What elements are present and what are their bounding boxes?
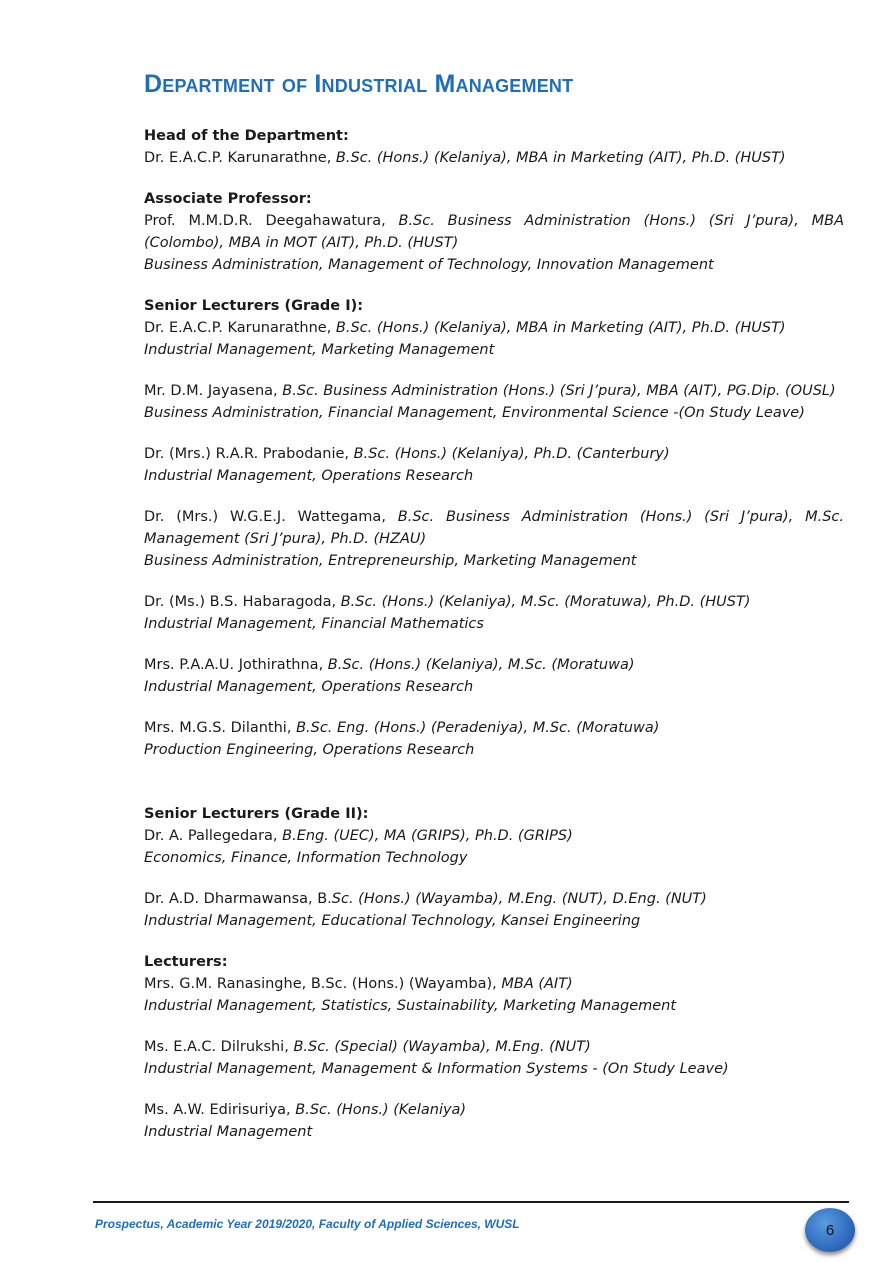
staff-name: Ms. A.W. Edirisuriya, xyxy=(144,1102,296,1118)
staff-entry xyxy=(144,888,844,932)
staff-name: Dr. E.A.C.P. Karunarathne, xyxy=(144,320,336,336)
staff-name: Dr. A. Pallegedara, xyxy=(144,828,283,844)
staff-name: Mrs. P.A.A.U. Jothirathna, xyxy=(144,657,328,673)
staff-entry xyxy=(144,973,844,1017)
footer-divider xyxy=(93,1201,849,1203)
staff-qualifications: MBA (AIT) xyxy=(501,976,573,992)
staff-research-areas: Industrial Management, Educational Technology, Kansei Engineering xyxy=(144,913,641,929)
staff-qualifications: B.Sc. (Hons.) (Kelaniya), M.Sc. (Moratuwa) xyxy=(327,657,635,673)
staff-research-areas: Industrial Management, Operations Research xyxy=(144,468,474,484)
staff-name: Dr. A.D. Dharmawansa, B. xyxy=(144,891,332,907)
staff-entry xyxy=(144,380,844,424)
page-title: Department of Industrial Management xyxy=(144,70,574,98)
staff-research-areas: Industrial Management xyxy=(144,1124,313,1140)
staff-entry xyxy=(144,210,844,276)
staff-entry xyxy=(144,1036,844,1080)
section-label-associate: Associate Professor: xyxy=(144,191,312,207)
staff-name: Mrs. M.G.S. Dilanthi, xyxy=(144,720,297,736)
staff-entry xyxy=(144,654,844,698)
staff-name: Mrs. G.M. Ranasinghe, B.Sc. (Hons.) (Wayamba), xyxy=(144,976,502,992)
staff-qualifications: B.Sc. Business Administration (Hons.) (Sri J’pura), MBA (AIT), PG.Dip. (OUSL) xyxy=(282,383,836,399)
staff-name: Dr. (Mrs.) W.G.E.J. Wattegama, xyxy=(144,509,398,525)
staff-entry xyxy=(144,147,844,169)
staff-qualifications: Sc. (Hons.) (Wayamba), M.Eng. (NUT), D.Eng. (NUT) xyxy=(331,891,707,907)
staff-listing xyxy=(144,125,844,1162)
lecturers-section xyxy=(144,951,844,1143)
staff-name: Mr. D.M. Jayasena, xyxy=(144,383,283,399)
staff-entry xyxy=(144,717,844,761)
staff-research-areas: Economics, Finance, Information Technology xyxy=(144,850,468,866)
staff-qualifications: B.Sc. (Hons.) (Kelaniya), M.Sc. (Moratuwa), Ph.D. (HUST) xyxy=(340,594,751,610)
staff-research-areas: Industrial Management, Statistics, Sustainability, Marketing Management xyxy=(144,998,677,1014)
section-label-head: Head of the Department: xyxy=(144,128,349,144)
staff-name: Dr. (Mrs.) R.A.R. Prabodanie, xyxy=(144,446,354,462)
staff-qualifications: B.Sc. (Hons.) (Kelaniya), MBA in Marketing (AIT), Ph.D. (HUST) xyxy=(335,150,786,166)
staff-entry xyxy=(144,506,844,572)
staff-entry xyxy=(144,591,844,635)
staff-name: Ms. E.A.C. Dilrukshi, xyxy=(144,1039,294,1055)
staff-name: Dr. E.A.C.P. Karunarathne, xyxy=(144,150,336,166)
staff-entry xyxy=(144,317,844,361)
section-label-senior-grade1: Senior Lecturers (Grade I): xyxy=(144,298,364,314)
staff-qualifications: B.Sc. Business Administration (Hons.) (Sri J’pura), MBA (Colombo), MBA in MOT (AIT), Ph.D. (HUST) xyxy=(144,213,845,251)
page-number-badge: 6 xyxy=(805,1208,855,1252)
staff-qualifications: B.Sc. (Special) (Wayamba), M.Eng. (NUT) xyxy=(293,1039,591,1055)
senior-grade2-section xyxy=(144,803,844,932)
staff-qualifications: B.Sc. (Hons.) (Kelaniya) xyxy=(295,1102,467,1118)
footer-text: Prospectus, Academic Year 2019/2020, Faculty of Applied Sciences, WUSL xyxy=(95,1217,520,1231)
staff-research-areas: Business Administration, Entrepreneurship, Marketing Management xyxy=(144,553,637,569)
staff-research-areas: Industrial Management, Marketing Management xyxy=(144,342,495,358)
staff-qualifications: B.Sc. Eng. (Hons.) (Peradeniya), M.Sc. (Moratuwa) xyxy=(296,720,660,736)
staff-qualifications: B.Sc. Business Administration (Hons.) (Sri J’pura), M.Sc. Management (Sri J’pura), Ph.D. (HZAU) xyxy=(144,509,844,547)
associate-section xyxy=(144,188,844,276)
head-section xyxy=(144,125,844,169)
staff-research-areas: Production Engineering, Operations Research xyxy=(144,742,475,758)
section-label-senior-grade2: Senior Lecturers (Grade II): xyxy=(144,806,369,822)
senior-grade1-section xyxy=(144,295,844,761)
staff-research-areas: Industrial Management, Financial Mathematics xyxy=(144,616,484,632)
staff-research-areas: Industrial Management, Operations Research xyxy=(144,679,474,695)
staff-qualifications: B.Eng. (UEC), MA (GRIPS), Ph.D. (GRIPS) xyxy=(282,828,573,844)
staff-qualifications: B.Sc. (Hons.) (Kelaniya), Ph.D. (Canterbury) xyxy=(353,446,670,462)
staff-entry xyxy=(144,825,844,869)
staff-name: Dr. (Ms.) B.S. Habaragoda, xyxy=(144,594,341,610)
staff-research-areas: Business Administration, Financial Management, Environmental Science -(On Study Leave) xyxy=(144,405,805,421)
staff-research-areas: Business Administration, Management of Technology, Innovation Management xyxy=(144,257,714,273)
staff-research-areas: Industrial Management, Management & Information Systems - (On Study Leave) xyxy=(144,1061,729,1077)
staff-entry xyxy=(144,443,844,487)
staff-name: Prof. M.M.D.R. Deegahawatura, xyxy=(144,213,399,229)
staff-entry xyxy=(144,1099,844,1143)
staff-qualifications: B.Sc. (Hons.) (Kelaniya), MBA in Marketing (AIT), Ph.D. (HUST) xyxy=(335,320,786,336)
section-label-lecturers: Lecturers: xyxy=(144,954,228,970)
